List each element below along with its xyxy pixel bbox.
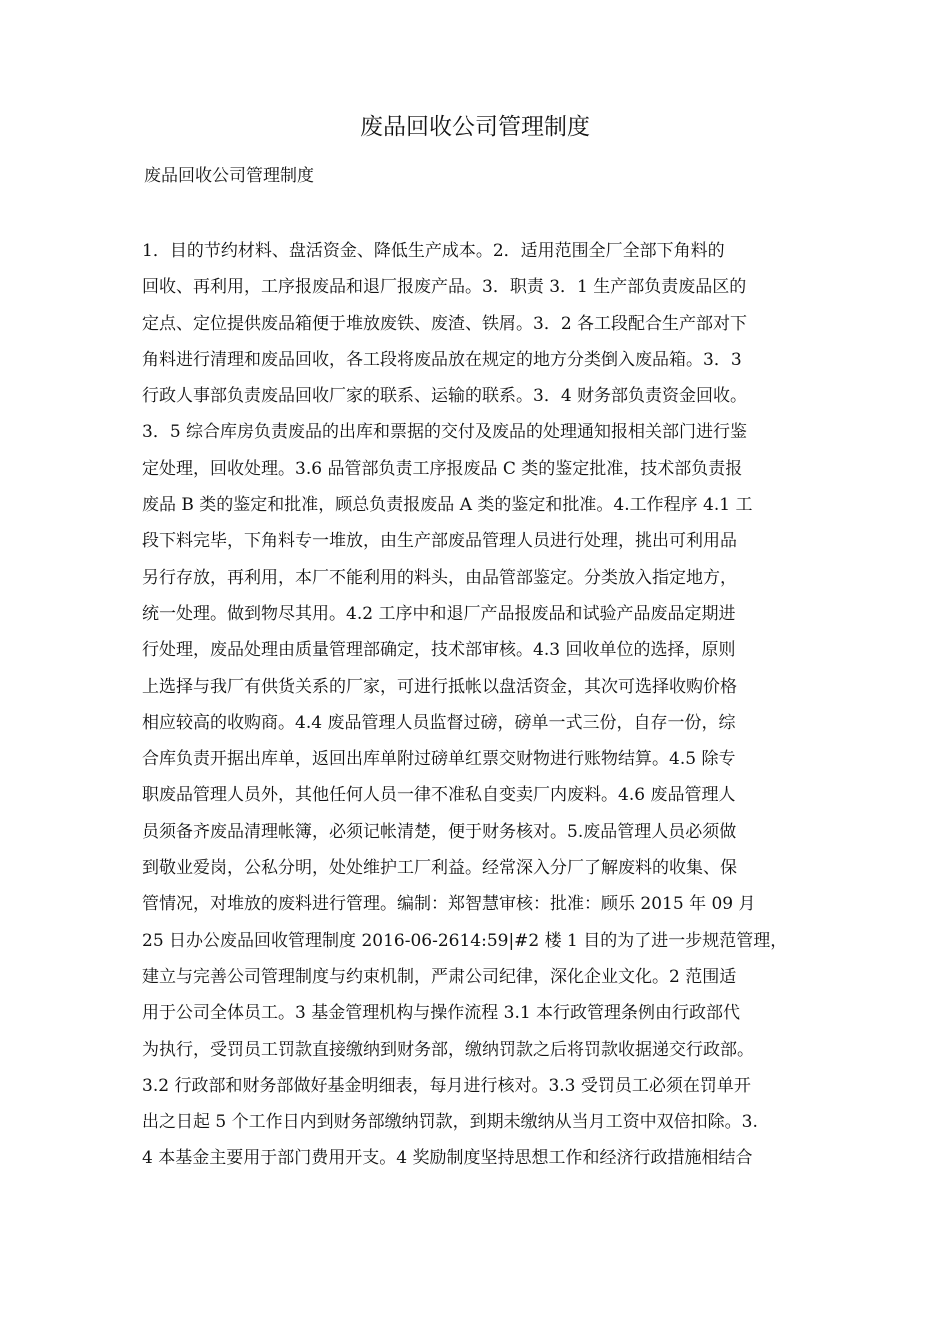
body-line: 为执行，受罚员工罚款直接缴纳到财务部，缴纳罚款之后将罚款收据递交行政部。 xyxy=(142,1039,754,1060)
body-line: 行处理，废品处理由质量管理部确定，技术部审核。4.3 回收单位的选择，原则 xyxy=(142,640,736,661)
body-line: 1．目的节约材料、盘活资金、降低生产成本。2．适用范围全厂全部下角料的 xyxy=(142,241,725,261)
body-line: 出之日起 5 个工作日内到财务部缴纳罚款，到期未缴纳从当月工资中双倍扣除。3. xyxy=(142,1112,758,1133)
body-line: 3．5 综合库房负责废品的出库和票据的交付及废品的处理通知报相关部门进行鉴 xyxy=(142,422,748,443)
body-line: 员须备齐废品清理帐簿，必须记帐清楚，便于财务核对。5.废品管理人员必须做 xyxy=(142,821,737,842)
body-line: 定处理，回收处理。3.6 品管部负责工序报废品 C 类的鉴定批准，技术部负责报 xyxy=(142,458,743,479)
body-line: 3.2 行政部和财务部做好基金明细表，每月进行核对。3.3 受罚员工必须在罚单开 xyxy=(142,1075,751,1096)
body-line: 管情况，对堆放的废料进行管理。编制：郑智慧审核：批准：顾乐 2015 年 09 月 xyxy=(142,894,756,915)
body-line: 职废品管理人员外，其他任何人员一律不准私自变卖厂内废料。4.6 废品管理人 xyxy=(142,785,736,806)
body-line: 4 本基金主要用于部门费用开支。4 奖励制度坚持思想工作和经济行政措施相结合 xyxy=(142,1148,753,1169)
body-line: 回收、再利用，工序报废品和退厂报废产品。3．职责 3．1 生产部负责废品区的 xyxy=(142,277,747,298)
body-line: 相应较高的收购商。4.4 废品管理人员监督过磅，磅单一式三份，自存一份，综 xyxy=(142,712,736,733)
document-subtitle: 废品回收公司管理制度 xyxy=(144,166,314,186)
body-line: 建立与完善公司管理制度与约束机制，严肃公司纪律，深化企业文化。2 范围适 xyxy=(142,966,737,987)
body-line: 合库负责开据出库单，返回出库单附过磅单红票交财物进行账物结算。4.5 除专 xyxy=(142,749,736,770)
body-line: 另行存放，再利用，本厂不能利用的料头，由品管部鉴定。分类放入指定地方， xyxy=(142,567,737,588)
body-line: 角料进行清理和废品回收，各工段将废品放在规定的地方分类倒入废品箱。3．3 xyxy=(142,349,742,370)
body-line: 统一处理。做到物尽其用。4.2 工序中和退厂产品报废品和试验产品废品定期进 xyxy=(142,603,736,624)
document-body xyxy=(142,233,842,1177)
body-line: 到敬业爱岗，公私分明，处处维护工厂利益。经常深入分厂了解废料的收集、保 xyxy=(142,858,737,879)
body-line: 用于公司全体员工。3 基金管理机构与操作流程 3.1 本行政管理条例由行政部代 xyxy=(142,1003,741,1024)
body-line: 废品 B 类的鉴定和批准，顾总负责报废品 A 类的鉴定和批准。4.工作程序 4.1 工 xyxy=(142,495,753,516)
body-line: 上选择与我厂有供货关系的厂家，可进行抵帐以盘活资金，其次可选择收购价格 xyxy=(142,676,737,697)
body-line: 定点、定位提供废品箱便于堆放废铁、废渣、铁屑。3．2 各工段配合生产部对下 xyxy=(142,313,748,334)
body-line: 行政人事部负责废品回收厂家的联系、运输的联系。3．4 财务部负责资金回收。 xyxy=(142,386,748,407)
body-line: 25 日办公废品回收管理制度 2016-06-2614:59|#2 楼 1 目的为了进一步规范管理， xyxy=(142,930,788,951)
document-title: 废品回收公司管理制度 xyxy=(360,114,590,140)
body-line: 段下料完毕，下角料专一堆放，由生产部废品管理人员进行处理，挑出可利用品 xyxy=(142,531,737,552)
